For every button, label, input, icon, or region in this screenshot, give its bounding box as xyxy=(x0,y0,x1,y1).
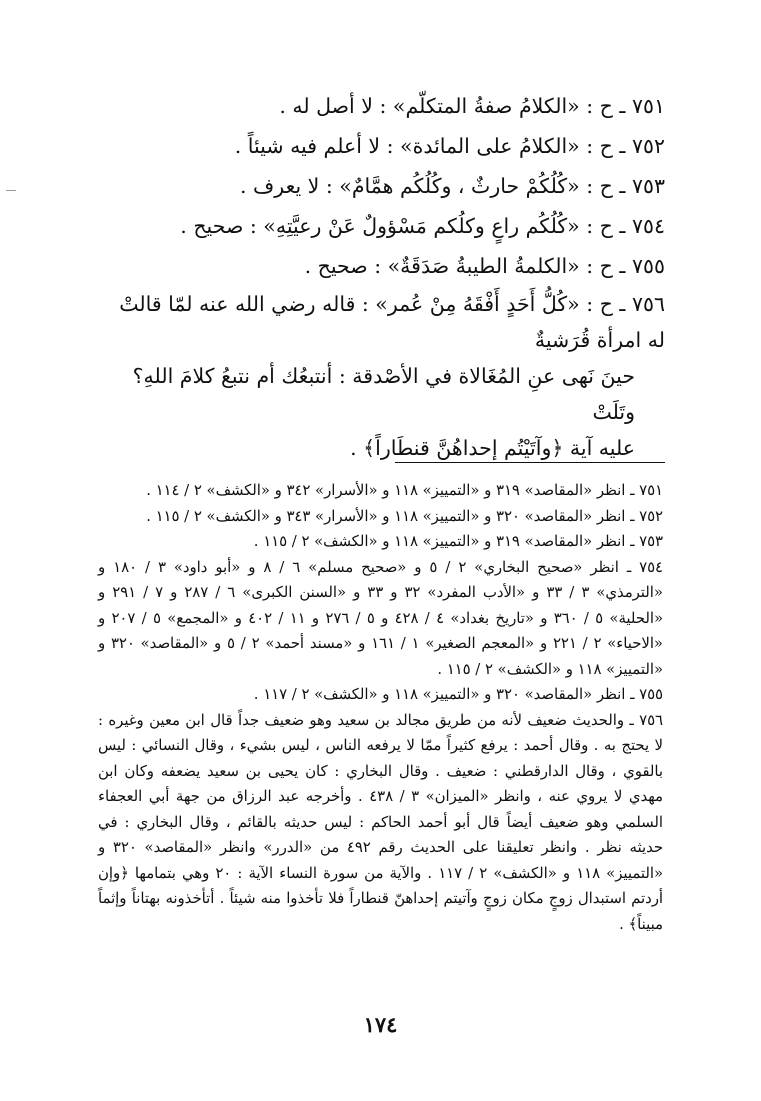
footnote-756: ٧٥٦ ـ والحديث ضعيف لأنه من طريق مجالد بن سعيد وهو ضعيف جداً قال ابن معين وغيره : لا يحتج به . وقال أحمد : يرفع كثيراً ممّا لا يرفعه الناس ، ليس بشيء ، وقال النسائي : ليس بالقوي ، وقال الدارقطني : ضعيف . وقال البخاري : كان يحيى بن سعيد يضعفه وكان ابن مهدي لا يروي عنه ، وانظر «الميزان» ٣ / ٤٣٨ . وأخرجه عبد الرزاق من جهة أبي العجفاء السلمي وهو ضعيف أيضاً قال أبو أحمد الحاكم : ليس حديثه بالقائم ، وقال البخاري : في حديثه نظر . وانظر تعليقنا على الحديث رقم ٤٩٢ من «الدرر» وانظر «المقاصد» ٣٢٠ و «التمييز» ١١٨ و «الكشف» ٢ / ١١٧ . والآية من سورة النساء الآية : ٢٠ وهي بتمامها ﴿وإن أردتم استبدال زوجٍ مكان زوجٍ وآتيتم إحداهنّ قنطاراً فلا تأخذوا منه شيئاً . أتأخذونه بهتاناً وإثماً مبيناً﴾ . xyxy=(98,711,664,933)
footnotes xyxy=(98,478,663,937)
entry-text: «كُلُّ أَحَدٍ أَفْقَهُ مِنْ عُمر» : قاله رضي الله عنه لمّا قالتْ له امرأة قُرَشيةٌ xyxy=(119,292,665,352)
entry-text: «كُلُكُم راعٍ وكلُكم مَسْؤولٌ عَنْ رعيَّتِهِ» : صحيح . xyxy=(180,214,580,238)
entry-text-continuation: حينَ نَهى عنِ المُغَالاة في الأصْدقة : أنتبعُك أم نتبعُ كلامَ اللهِ؟ وتَلَتْ xyxy=(132,364,635,424)
entry-text: «الكلامُ صفةُ المتكلّم» : لا أصل له . xyxy=(279,94,580,118)
entry-text-continuation: عليه آية ﴿وآتَيْتُم إحداهُنَّ قنطَاراً﴾ . xyxy=(350,436,635,460)
entry-number: ٧٥٤ ـ ح : xyxy=(586,214,665,238)
entry-number: ٧٥٦ ـ ح : xyxy=(586,292,665,316)
footnote-755: ٧٥٥ ـ انظر «المقاصد» ٣٢٠ و «التمييز» ١١٨ و «الكشف» ٢ / ١١٧ . xyxy=(253,686,663,703)
entry-754 xyxy=(96,206,665,246)
entry-number: ٧٥٣ ـ ح : xyxy=(586,174,665,198)
entry-text: «الكلمةُ الطيبةُ صَدَقَةٌ» : صحيح . xyxy=(304,254,580,278)
footnote-752: ٧٥٢ ـ انظر «المقاصد» ٣٢٠ و «التمييز» ١١٨ و «الأسرار» ٣٤٣ و «الكشف» ٢ / ١١٥ . xyxy=(146,507,663,525)
entry-751 xyxy=(96,86,665,126)
footnote-753: ٧٥٣ ـ انظر «المقاصد» ٣١٩ و «التمييز» ١١٨ و «الكشف» ٢ / ١١٥ . xyxy=(253,533,663,550)
entry-755 xyxy=(96,246,665,286)
footnote-751: ٧٥١ ـ انظر «المقاصد» ٣١٩ و «التمييز» ١١٨ و «الأسرار» ٣٤٢ و «الكشف» ٢ / ١١٤ . xyxy=(146,482,663,499)
entry-752 xyxy=(96,126,665,166)
entry-text: «الكلامُ على المائدة» : لا أعلم فيه شيئاً . xyxy=(234,134,580,158)
hadith-entries xyxy=(96,86,665,466)
entry-text: «كُلُكُمْ حارثٌ ، وكُلُكُم همَّامٌ» : لا يعرف . xyxy=(239,174,580,198)
footnote-separator xyxy=(395,462,665,463)
page-number: ١٧٤ xyxy=(363,1012,398,1037)
entry-756 xyxy=(96,286,665,466)
margin-mark xyxy=(6,190,16,191)
entry-number: ٧٥٢ ـ ح : xyxy=(586,134,665,158)
entry-753 xyxy=(96,166,665,206)
footnote-754: ٧٥٤ ـ انظر «صحيح البخاري» ٢ / ٥ و «صحيح مسلم» ٦ / ٨ و «أبو داود» ٣ / ١٨٠ و «الترمذي» ٣ / ٣٣ و «الأدب المفرد» ٣٢ و ٣٣ و «السنن الكبرى» ٦ / ٢٨٧ و ٧ / ٢٩١ و «الحلية» ٥ / ٣٦٠ و «تاريخ بغداد» ٤ / ٤٢٨ و ٥ / ٢٧٦ و ١١ / ٤٠٢ و «المجمع» ٥ / ٢٠٧ و «الاحياء» ٢ / ٢٢١ و «المعجم الصغير» ١ / ١٦١ و «مسند أحمد» ٢ / ٥ و «المقاصد» ٣٢٠ و «التمييز» ١١٨ و «الكشف» ٢ / ١١٥ . xyxy=(98,558,663,678)
entry-number: ٧٥٥ ـ ح : xyxy=(586,254,665,278)
entry-number: ٧٥١ ـ ح : xyxy=(586,94,665,118)
